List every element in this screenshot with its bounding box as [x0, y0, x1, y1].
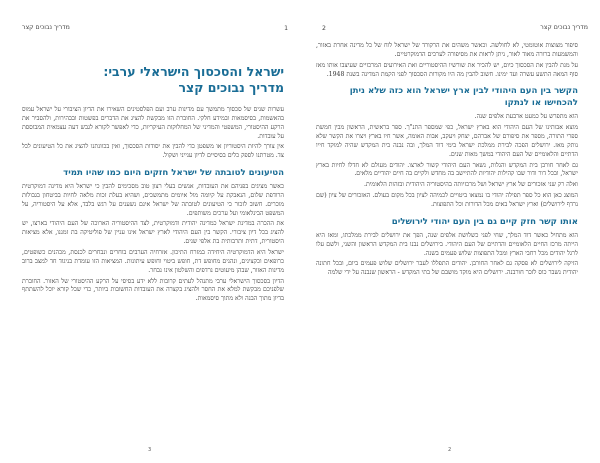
- section2-paragraph: הוא מתחיל כאשר דוד המלך, שחי לפני כשלושת אלפים שנה, הפך את ירושלים לבירת ממלכתו, ומאז היא הייתה מרכז החיים הלאומיים והדתיים של העם היהודי. בירושלים נבנו בית המקדש הראשון והשני, ולשם עלו לרגל יהודים מכל רחבי הארץ ומכל התפוצות שלוש פעמים בשנה.: [316, 231, 578, 257]
- section-paragraph: את ההכרה במדינת ישראל כמדינה יהודית ודמוקרטית, לצד ההיסטוריה הארוכה של העם היהודי בארצו, יש להציג בכל דיון ציבורי. הקשר בין העם היהודי לארץ ישראל אינו עניין של פוליטיקה בת זמננו, אלא מציאות היסטורית, דתית ותרבותית בת אלפי שנים.: [22, 220, 284, 246]
- running-header-left: מדריך נבוכים קצר: [22, 24, 70, 31]
- running-header-right: מדריך נבוכים קצר: [540, 24, 588, 31]
- top-paragraph: סיפור מצוצות אוטומטי, לא לחולשה. וכאשר משהים את הרקורד של ישראל לוח של כל מדינה אחרת באזור, והמשמעות ברורה מאוד לאור, ניתן לראות את מסיפורה לערכים הדמוקרטיים.: [316, 42, 578, 58]
- section-paragraph: ישראל היא הדמוקרטיה היחידה במזרח התיכון. אזרחיה הערבים בוחרים ונבחרים לכנסת, מכהנים כשופטים, כרופאים וכקצינים, ונהנים מחופש דת, חופש ביטוי וחופש עיתונות. המציאות הזו עומדת בניגוד חד למצב ברוב מדינות האזור, שבהן מיעוטים נרדפים והשלטון אינו נבחר.: [22, 248, 284, 274]
- header-page-number-right: 2: [322, 25, 326, 32]
- section-title-arguments: הטיעונים לטובתה של ישראל חזקים היום כמו שהיו תמיד: [63, 168, 284, 179]
- section-paragraph: הדיון בסכסוך הישראלי ערבי מתנהל לעתים קרובות ללא ידע בסיסי על הרקע ההיסטורי של האזור. החוברת שלפניכם מבקשת למלא את החסר ולהציג בקצרה את העובדות החשובות ביותר, כדי שכל קורא יוכל להשתתף בדיון מתוך הבנה ולא מתוך סיסמאות.: [22, 277, 284, 303]
- section1-paragraph: גם לאחר חורבן בית המקדש והגלות, נשאר העם היהודי קשור לארצו. יהודים מעולם לא חדלו לחיות בארץ ישראל, ובכל דור ודור שבו קהילות יהודיות להתיישב בה מחדש ולקיים בה חיים יהודיים מלאים.: [316, 161, 578, 178]
- section2-paragraph: הזיקה לירושלים לא פסקה גם לאחר החורבן. יהודים התפללו לעבר ירושלים שלוש פעמים ביום, ובכל חתונה יהודית נשבר כוס לזכר חורבנה. ירושלים היא מוקד מושבם של בתי המקדש - הראשון שנבנה על ידי שלמה: [316, 260, 578, 277]
- section1-paragraph: ואלה רק שני אזכורים של ארץ ישראל ושל מרכזיותה בהיסטוריה היהודית ובזהות הלאומית.: [364, 181, 578, 189]
- section1-paragraph: מוצא אבותינו של העם היהודי הוא בארץ ישראל, כפי שמספר התנ"ך. ספר בראשית, הראשון מבין חמשת ספרי התורה, מספר את סיפורם של אברהם, יצחק ויעקב, אבות האומה, אשר חיו בארץ ויצרו את הקשר שלא נותק מאז. ירושלים הפכה לבירת ממלכת ישראל בימי דוד המלך, ובה נבנה בית המקדש שהיה למוקד חייו הדתיים והלאומיים של העם היהודי במשך מאות שנים.: [316, 124, 578, 158]
- intro-paragraph: עשרות שנים של סכסוך מתמשך עם מדינות ערב ועם הפלסטינים השאירו את הדיון הציבורי על ישראל עמוס בהאשמות, בסיסמאות ובמידע חלקי. החוברת הזו מבקשת להציג את הדברים בפשטות ובבהירות, ולהסביר את הרקע ההיסטורי, המשפטי והמדיני של המחלוקות העיקריות, כדי לאפשר לקורא לגבש דעה עצמאית המבוססת על עובדות.: [22, 106, 284, 140]
- page-folio-left: 3: [148, 447, 152, 453]
- section-title-jewish-people-land: הקשר בין העם היהודי לבין ארץ ישראל הוא כזה שלא ניתן להכחישו או לנתקו: [349, 86, 578, 109]
- section1-paragraph: המוצג כאן הוא כל ספר תפילה יהודי בו נמצאו ביטויים לכמיהה לציון בכל מקום בעולם. האזכורים של ציון (שם נרדף לירושלים) וארץ ישראל באים מכל הדורות וכל התפוצות.: [316, 192, 578, 208]
- section-paragraph: כאשר מציגים בפניהם את העובדות, אנשים בעלי רצון טוב מסכימים להבין כי ישראל היא מדינה דמוקרטית הרודפת שלום, הנאבקת על קיומה מול איומים מתמשכים, ושהיא בעלת זכות מלאה לחיות בביטחון בגבולות מוכרים. חשוב לזכור כי הטיעונים לטובתה של ישראל אינם נשענים על רגש בלבד, אלא על היסטוריה, על המשפט הבינלאומי ועל ערכים משותפים.: [22, 183, 284, 217]
- section1-paragraph: הוא מתפרש על כמעט ארבעת אלפים שנה.: [474, 113, 578, 121]
- intro-paragraph: אין צורך להיות היסטוריון או משפטן כדי להבין את יסודות הסכסוך, ואין בכוונתנו להציג את כל הטיעונים לכל צד. מטרתנו לספק כלים בסיסיים לדיון ענייני ושקול.: [22, 143, 284, 160]
- right-page: [300, 0, 600, 463]
- chapter-title-line-1: ישראל והסכסוך הישראלי ערבי:: [103, 64, 284, 79]
- top-paragraph: על מנת להבין את הסכסוך כיום, יש להכיר את שורשיו ההיסטוריים ואת האירועים המרכזיים שעיצבו אותו מאז סוף המאה התשע עשרה ועד ימינו. חשוב להבין מה היו מקורות הסכסוך לפני הקמת המדינה בשנת 1948.: [316, 61, 578, 78]
- right-page-column: [316, 42, 578, 280]
- left-page-column: [22, 64, 284, 306]
- chapter-title-line-2: מדריך נבוכים קצר: [178, 80, 284, 95]
- page-folio-right: 2: [448, 447, 452, 453]
- section-title-jerusalem: אותו קשר חזק קיים גם בין העם יהודי לירושלים: [391, 216, 578, 227]
- chapter-title: [22, 64, 284, 96]
- header-page-number-left: 1: [284, 25, 288, 32]
